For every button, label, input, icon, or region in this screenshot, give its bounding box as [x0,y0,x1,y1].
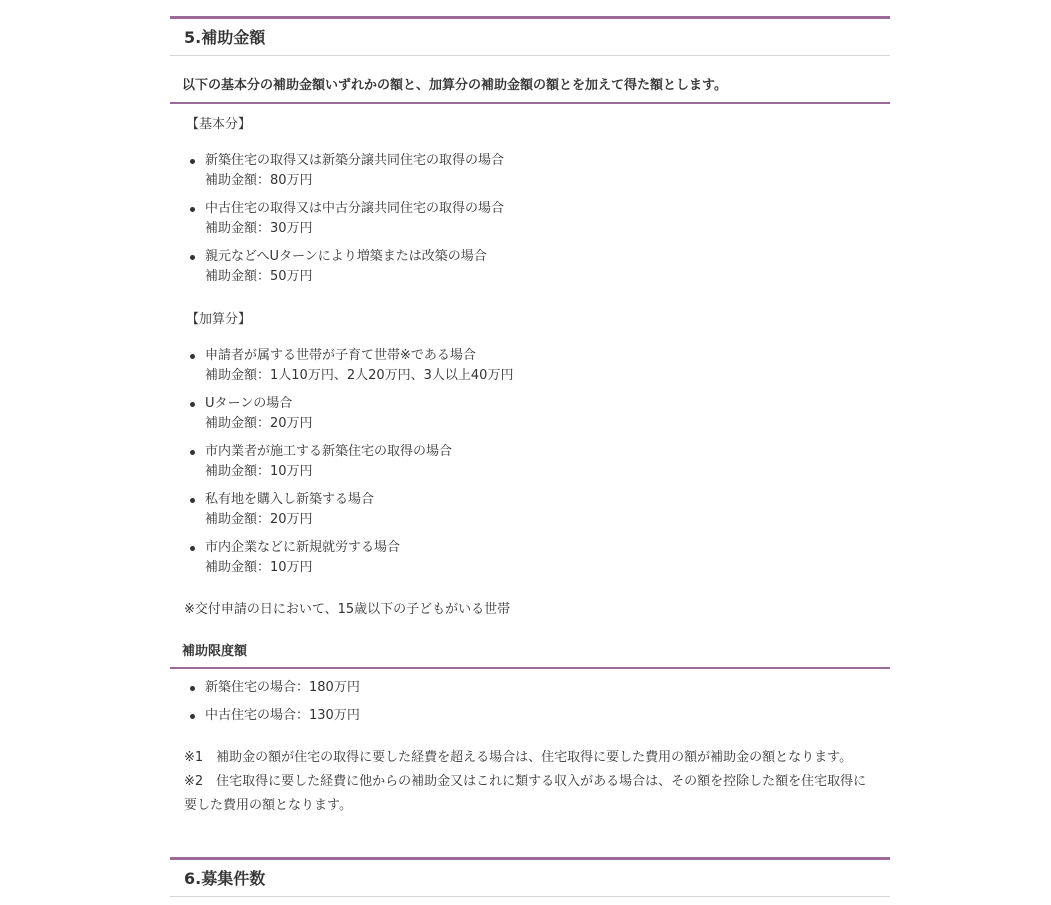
notes [184,746,874,818]
list-item [205,346,513,386]
item-title: 市内業者が施工する新築住宅の取得の場合 [205,444,453,459]
item-amount: 補助金額：20万円 [205,512,313,527]
item-title: 市内企業などに新規就労する場合 [205,540,401,555]
list-item [205,706,360,726]
intro-heading: 以下の基本分の補助金額いずれかの額と、加算分の補助金額の額とを加えて得た額とします。 [170,76,890,104]
add-list [205,346,513,586]
item-title: 申請者が属する世帯が子育て世帯※である場合 [205,348,476,363]
item-title: 新築住宅の場合：180万円 [205,680,360,695]
item-amount: 補助金額：10万円 [205,464,313,479]
item-title: 中古住宅の取得又は中古分譲共同住宅の取得の場合 [205,201,505,216]
item-amount: 補助金額：1人10万円、2人20万円、3人以上40万円 [205,368,514,383]
item-title: 中古住宅の場合：130万円 [205,708,360,723]
list-item [205,678,360,698]
list-item [205,490,513,530]
item-title: 新築住宅の取得又は新築分譲共同住宅の取得の場合 [205,153,505,168]
basic-list [205,151,504,295]
list-item [205,151,504,191]
add-label: 【加算分】 [186,312,252,327]
child-footnote: ※交付申請の日において、15歳以下の子どもがいる世帯 [184,602,511,617]
basic-label: 【基本分】 [186,117,252,132]
item-amount: 補助金額：10万円 [205,560,313,575]
item-amount: 補助金額：30万円 [205,221,313,236]
limit-heading: 補助限度額 [170,642,890,669]
list-item [205,199,504,239]
list-item [205,394,513,434]
section-6-heading: 6.募集件数 [170,857,890,897]
item-amount: 補助金額：80万円 [205,173,313,188]
item-amount: 補助金額：20万円 [205,416,313,431]
item-amount: 補助金額：50万円 [205,269,313,284]
item-title: Uターンの場合 [205,396,293,411]
note-2: ※2 住宅取得に要した経費に他からの補助金又はこれに類する収入がある場合は、その額を控除した額を住宅取得に要した費用の額となります。 [184,774,867,813]
list-item [205,442,513,482]
item-title: 私有地を購入し新築する場合 [205,492,375,507]
limit-list [205,678,360,734]
note-1: ※1 補助金の額が住宅の取得に要した経費を超える場合は、住宅取得に要した費用の額が補助金の額となります。 [184,750,853,765]
list-item [205,538,513,578]
item-title: 親元などへUターンにより増築または改築の場合 [205,249,487,264]
section-5-heading: 5.補助金額 [170,16,890,56]
list-item [205,247,504,287]
